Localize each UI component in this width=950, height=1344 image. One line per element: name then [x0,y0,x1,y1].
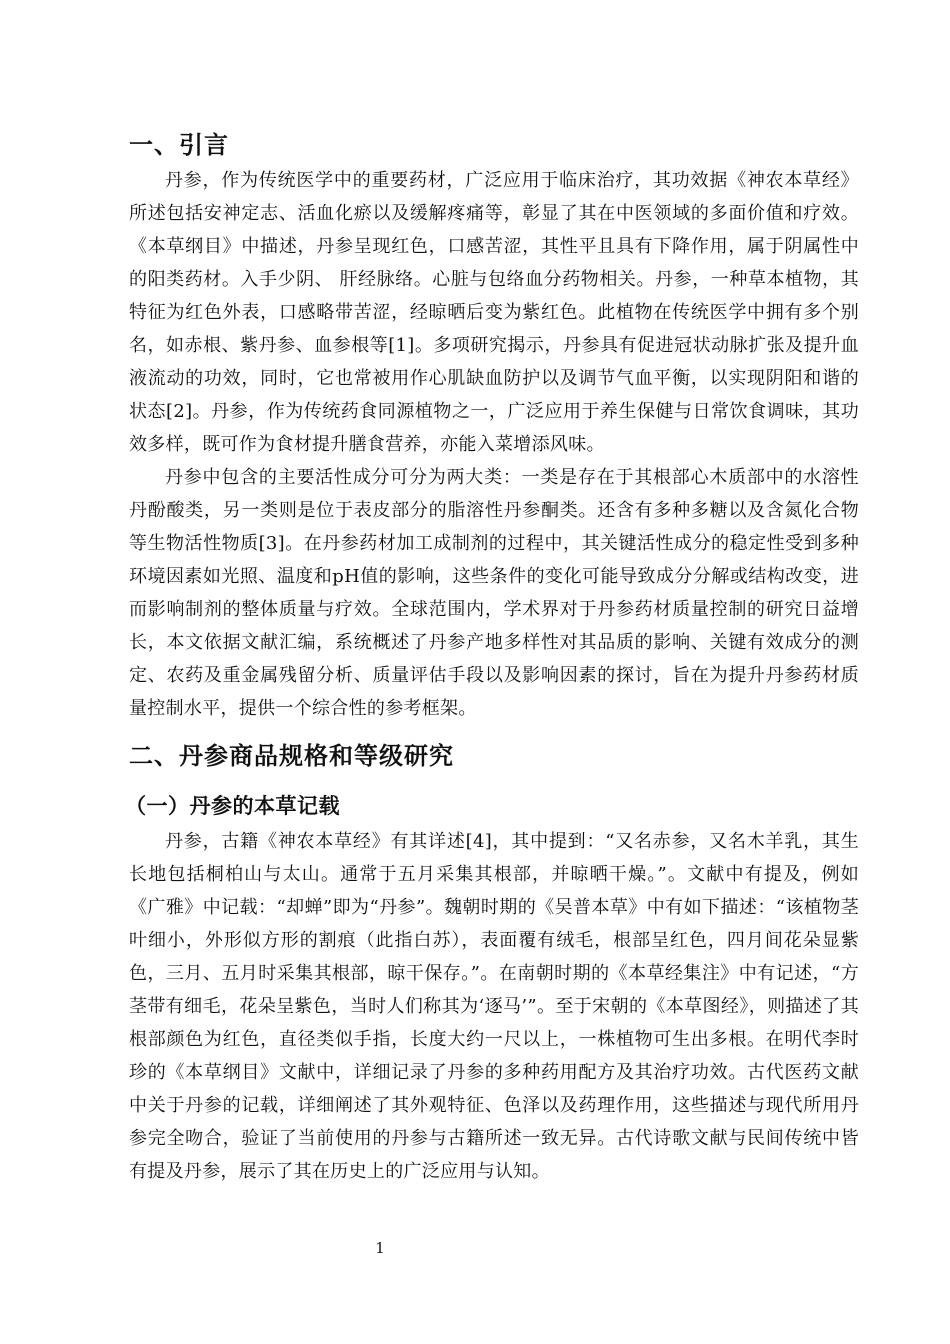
subsection-heading-herbal-records: （一）丹参的本草记载 [125,794,340,818]
paragraph-herbal-records: 丹参，古籍《神农本草经》有其详述[4]，其中提到：“又名赤参，又名木羊乳，其生长地包括桐柏山与太山。通常于五月采集其根部，并晾晒干燥。”。文献中有提及，例如《广雅》中记载：“却蝉”即为“丹参”。魏朝时期的《吴普本草》中有如下描述：“该植物茎叶细小，外形似方形的割痕（此指白苏），表面覆有绒毛，根部呈红色，四月间花朵显紫色，三月、五月时采集其根部，晾干保存。”。在南朝时期的《本草经集注》中有记述，“方茎带有细毛，花朵呈紫色，当时人们称其为‘逐马’”。至于宋朝的《本草图经》，则描述了其根部颜色为红色，直径类似手指，长度大约一尺以上，一株植物可生出多根。在明代李时珍的《本草纲目》文献中，详细记录了丹参的多种药用配方及其治疗功效。古代医药文献中关于丹参的记载，详细阐述了其外观特征、色泽以及药理作用，这些描述与现代所用丹参完全吻合，验证了当前使用的丹参与古籍所述一致无异。古代诗歌文献与民间传统中皆有提及丹参，展示了其在历史上的广泛应用与认知。 [129,831,859,1182]
paragraph-intro-1: 丹参，作为传统医学中的重要药材，广泛应用于临床治疗，其功效据《神农本草经》所述包括安神定志、活血化瘀以及缓解疼痛等，彰显了其在中医领域的多面价值和疗效。 《本草纲目》中描述，丹参呈现红色，口感苦涩，其性平且具有下降作用，属于阴属性中的阳类药材。入手少阴、 肝经脉络。心脏与包络血分药物相关。丹参，一种草本植物，其特征为红色外表，口感略带苦涩，经晾晒后变为紫红色。此植物在传统医学中拥有多个别名，如赤根、紫丹参、血参根等[1]。多项研究揭示，丹参具有促进冠状动脉扩张及提升血液流动的功效，同时，它也常被用作心肌缺血防护以及调节气血平衡，以实现阴阳和谐的状态[2]。丹参，作为传统药食同源植物之一，广泛应用于养生保健与日常饮食调味，其功效多样，既可作为食材提升膳食营养，亦能入菜增添风味。 [129,170,859,455]
page-number: 1 [375,1239,385,1257]
section-heading-specifications: 二、丹参商品规格和等级研究 [129,742,454,770]
document-page [125,126,859,1188]
paragraph-intro-2: 丹参中包含的主要活性成分可分为两大类：一类是存在于其根部心木质部中的水溶性丹酚酸类，另一类则是位于表皮部分的脂溶性丹参酮类。还含有多种多糖以及含氮化合物等生物活性物质[3]。在丹参药材加工成制剂的过程中，其关键活性成分的稳定性受到多种环境因素如光照、温度和pH值的影响，这些条件的变化可能导致成分分解或结构改变，进而影响制剂的整体质量与疗效。全球范围内，学术界对于丹参药材质量控制的研究日益增长，本文依据文献汇编，系统概述了丹参产地多样性对其品质的影响、关键有效成分的测定、农药及重金属残留分析、质量评估手段以及影响因素的探讨，旨在为提升丹参药材质量控制水平，提供一个综合性的参考框架。 [129,467,859,719]
section-heading-introduction: 一、引言 [129,131,229,159]
